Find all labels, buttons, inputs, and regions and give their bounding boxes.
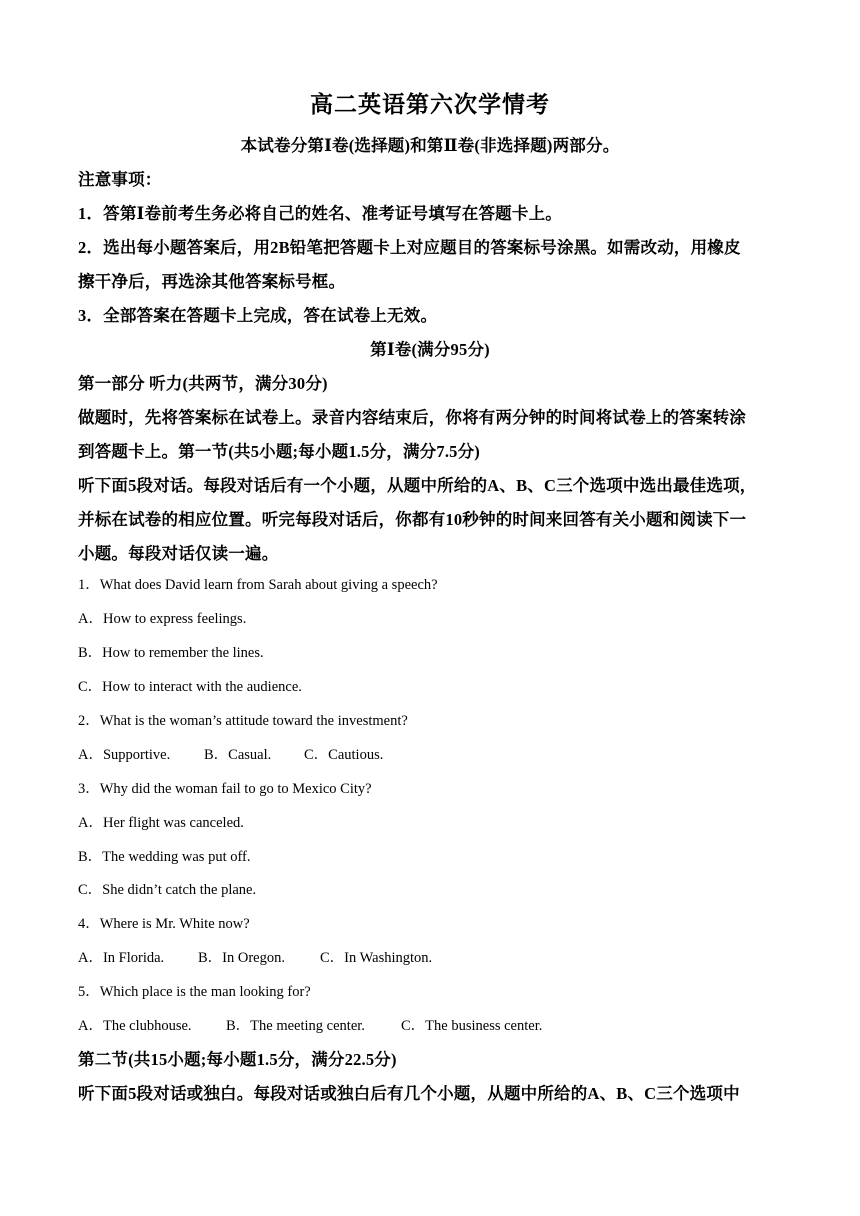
question-5-stem: 5．Which place is the man looking for? [78, 984, 311, 1000]
question-1-option-b: B．How to remember the lines. [78, 645, 264, 661]
section1-instruction-line: 听下面5段对话。每段对话后有一个小题，从题中所给的A、B、C三个选项中选出最佳选项， [78, 476, 757, 495]
notice-item-2-cont: 擦干净后，再选涂其他答案标号框。 [78, 272, 346, 291]
part1-instruction-line: 到答题卡上。第一节(共5小题;每小题1.5分，满分7.5分) [78, 442, 480, 461]
question-3-stem: 3．Why did the woman fail to go to Mexico City? [78, 781, 372, 797]
question-2-option-a: A．Supportive. [78, 747, 171, 763]
section1-instruction-line: 并标在试卷的相应位置。听完每段对话后，你都有10秒钟的时间来回答有关小题和阅读下一 [78, 510, 747, 529]
part1-instruction-line: 做题时，先将答案标在试卷上。录音内容结束后，你将有两分钟的时间将试卷上的答案转涂 [78, 408, 746, 427]
question-3-option-c: C．She didn’t catch the plane. [78, 882, 257, 898]
question-4-option-c: C．In Washington. [320, 950, 433, 966]
question-2-stem: 2．What is the woman’s attitude toward the investment? [78, 713, 408, 729]
notice-item-3: 3．全部答案在答题卡上完成，答在试卷上无效。 [78, 306, 438, 325]
question-4-option-b: B．In Oregon. [198, 950, 285, 966]
question-2-option-b: B．Casual. [204, 747, 272, 763]
question-1-option-c: C．How to interact with the audience. [78, 679, 302, 695]
section2-instruction-line: 听下面5段对话或独白。每段对话或独白后有几个小题，从题中所给的A、B、C三个选项中 [78, 1084, 740, 1103]
part1-heading: 第一部分 听力(共两节，满分30分) [78, 374, 328, 393]
question-1-stem: 1．What does David learn from Sarah about giving a speech? [78, 577, 438, 593]
question-5-option-b: B．The meeting center. [226, 1018, 365, 1034]
notice-item-1: 1．答第Ⅰ卷前考生务必将自己的姓名、准考证号填写在答题卡上。 [78, 204, 562, 223]
notice-heading: 注意事项： [78, 170, 162, 189]
section2-heading: 第二节(共15小题;每小题1.5分，满分22.5分) [78, 1050, 397, 1069]
question-2-option-c: C．Cautious. [304, 747, 384, 763]
notice-item-2: 2．选出每小题答案后，用2B铅笔把答题卡上对应题目的答案标号涂黑。如需改动，用橡皮 [78, 238, 741, 257]
section1-instruction-line: 小题。每段对话仅读一遍。 [78, 544, 279, 563]
question-3-option-b: B．The wedding was put off. [78, 849, 251, 865]
question-5-option-a: A．The clubhouse. [78, 1018, 192, 1034]
question-4-stem: 4．Where is Mr. White now? [78, 916, 250, 932]
page-title: 高二英语第六次学情考 [310, 92, 550, 117]
question-5-option-c: C．The business center. [401, 1018, 543, 1034]
question-3-option-a: A．Her flight was canceled. [78, 815, 244, 831]
question-1-option-a: A．How to express feelings. [78, 611, 247, 627]
question-4-option-a: A．In Florida. [78, 950, 165, 966]
volume-heading: 第Ⅰ卷(满分95分) [370, 340, 490, 359]
exam-subtitle: 本试卷分第Ⅰ卷(选择题)和第Ⅱ卷(非选择题)两部分。 [240, 136, 620, 155]
